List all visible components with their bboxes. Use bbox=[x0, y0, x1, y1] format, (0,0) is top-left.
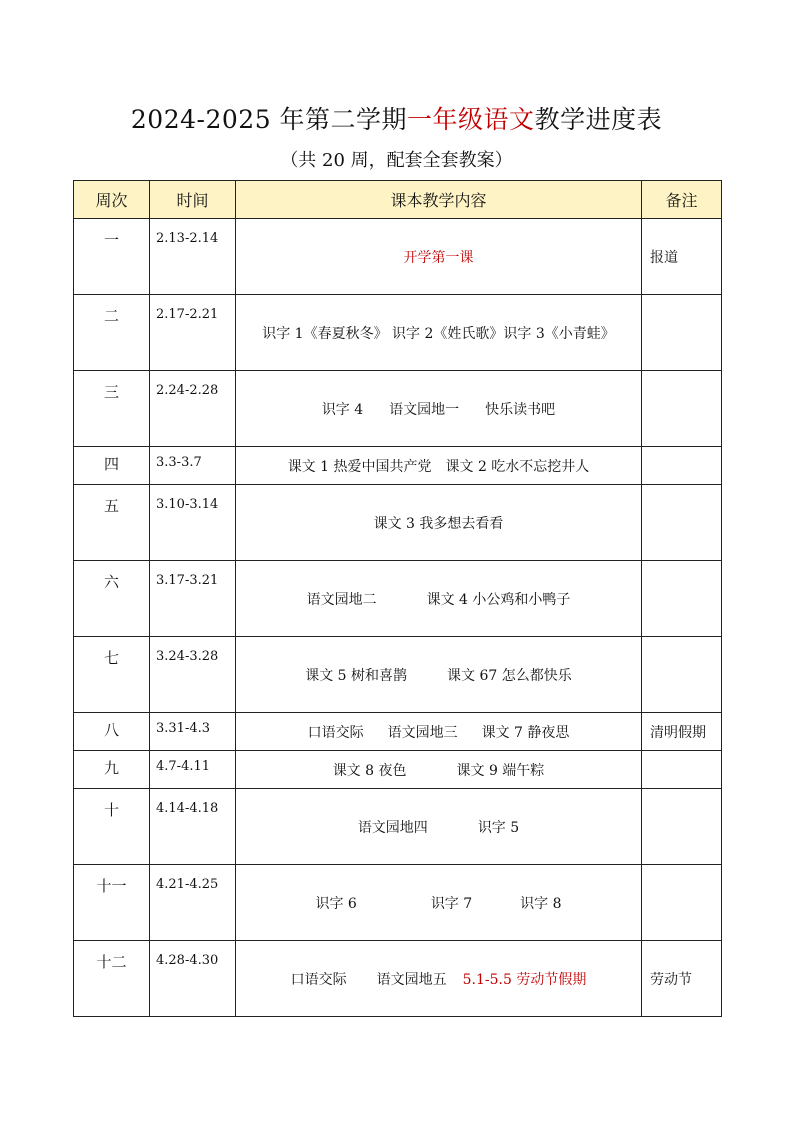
date-cell: 3.3-3.7 bbox=[150, 447, 236, 485]
date-cell: 4.7-4.11 bbox=[150, 751, 236, 789]
date-cell: 2.17-2.21 bbox=[150, 295, 236, 371]
header-date: 时间 bbox=[150, 181, 236, 219]
title-part-3: 教学进度表 bbox=[534, 105, 663, 134]
content-item: 识字 1《春夏秋冬》 识字 2《姓氏歌》识字 3《小青蛙》 bbox=[262, 325, 615, 342]
week-cell: 十二 bbox=[74, 941, 150, 1017]
content-item: 口语交际 bbox=[290, 971, 347, 988]
note-cell bbox=[642, 485, 722, 561]
table-row bbox=[74, 295, 722, 371]
content-item: 课文 9 端午粽 bbox=[456, 762, 545, 779]
content-cell bbox=[236, 485, 642, 561]
content-item: 课文 67 怎么都快乐 bbox=[447, 667, 572, 684]
content-item: 识字 7 bbox=[430, 895, 473, 912]
note-cell: 清明假期 bbox=[642, 713, 722, 751]
content-cell bbox=[236, 713, 642, 751]
content-item: 识字 5 bbox=[477, 819, 520, 836]
note-cell bbox=[642, 637, 722, 713]
content-cell bbox=[236, 371, 642, 447]
week-cell: 十一 bbox=[74, 865, 150, 941]
note-cell: 劳动节 bbox=[642, 941, 722, 1017]
date-cell: 3.10-3.14 bbox=[150, 485, 236, 561]
date-cell: 3.17-3.21 bbox=[150, 561, 236, 637]
content-cell bbox=[236, 219, 642, 295]
note-cell bbox=[642, 789, 722, 865]
content-item: 课文 3 我多想去看看 bbox=[373, 515, 504, 532]
date-cell: 3.24-3.28 bbox=[150, 637, 236, 713]
content-item: 语文园地四 bbox=[357, 819, 428, 836]
page-title bbox=[0, 100, 793, 136]
table-row bbox=[74, 485, 722, 561]
header-content: 课本教学内容 bbox=[236, 181, 642, 219]
week-cell: 九 bbox=[74, 751, 150, 789]
content-item: 课文 7 静夜思 bbox=[481, 724, 570, 741]
date-cell: 4.14-4.18 bbox=[150, 789, 236, 865]
content-cell bbox=[236, 561, 642, 637]
table-row bbox=[74, 561, 722, 637]
note-cell: 报道 bbox=[642, 219, 722, 295]
schedule-table bbox=[73, 180, 722, 1017]
week-cell: 三 bbox=[74, 371, 150, 447]
note-cell bbox=[642, 865, 722, 941]
note-cell bbox=[642, 295, 722, 371]
title-part-2: 一年级语文 bbox=[407, 105, 535, 134]
table-row bbox=[74, 447, 722, 485]
date-cell: 2.13-2.14 bbox=[150, 219, 236, 295]
week-cell: 二 bbox=[74, 295, 150, 371]
table-row bbox=[74, 865, 722, 941]
header-note: 备注 bbox=[642, 181, 722, 219]
content-item: 课文 5 树和喜鹊 bbox=[305, 667, 408, 684]
content-item: 开学第一课 bbox=[403, 249, 474, 266]
content-cell bbox=[236, 295, 642, 371]
table-row bbox=[74, 713, 722, 751]
content-item: 语文园地五 bbox=[376, 971, 447, 988]
note-cell bbox=[642, 371, 722, 447]
content-item: 课文 2 吃水不忘挖井人 bbox=[445, 458, 590, 475]
content-item: 课文 1 热爱中国共产党 bbox=[287, 458, 432, 475]
content-item: 课文 8 夜色 bbox=[332, 762, 407, 779]
week-cell: 四 bbox=[74, 447, 150, 485]
table-row bbox=[74, 789, 722, 865]
header-week: 周次 bbox=[74, 181, 150, 219]
date-cell: 4.28-4.30 bbox=[150, 941, 236, 1017]
table-row bbox=[74, 941, 722, 1017]
table-row bbox=[74, 219, 722, 295]
content-item: 识字 8 bbox=[520, 895, 562, 912]
date-cell: 2.24-2.28 bbox=[150, 371, 236, 447]
content-item: 口语交际 bbox=[307, 724, 364, 741]
content-item: 快乐读书吧 bbox=[485, 401, 556, 418]
content-item: 语文园地二 bbox=[306, 591, 377, 608]
content-item: 语文园地三 bbox=[387, 724, 458, 741]
note-cell bbox=[642, 561, 722, 637]
content-item: 课文 4 小公鸡和小鸭子 bbox=[426, 591, 571, 608]
week-cell: 五 bbox=[74, 485, 150, 561]
week-cell: 七 bbox=[74, 637, 150, 713]
week-cell: 十 bbox=[74, 789, 150, 865]
page-subtitle: （共 20 周，配套全套教案） bbox=[280, 150, 513, 171]
date-cell: 4.21-4.25 bbox=[150, 865, 236, 941]
table-row bbox=[74, 637, 722, 713]
content-item: 5.1-5.5 劳动节假期 bbox=[462, 971, 587, 988]
week-cell: 一 bbox=[74, 219, 150, 295]
week-cell: 八 bbox=[74, 713, 150, 751]
title-part-1: 2024-2025 年第二学期 bbox=[130, 105, 408, 134]
content-cell bbox=[236, 751, 642, 789]
table-header-row bbox=[74, 181, 722, 219]
content-cell bbox=[236, 637, 642, 713]
table-row bbox=[74, 371, 722, 447]
content-cell bbox=[236, 447, 642, 485]
content-item: 识字 6 bbox=[315, 895, 357, 912]
content-cell bbox=[236, 941, 642, 1017]
table-row bbox=[74, 751, 722, 789]
content-item: 语文园地一 bbox=[389, 401, 460, 418]
week-cell: 六 bbox=[74, 561, 150, 637]
date-cell: 3.31-4.3 bbox=[150, 713, 236, 751]
content-item: 识字 4 bbox=[321, 401, 364, 418]
content-cell bbox=[236, 789, 642, 865]
note-cell bbox=[642, 751, 722, 789]
content-cell bbox=[236, 865, 642, 941]
note-cell bbox=[642, 447, 722, 485]
